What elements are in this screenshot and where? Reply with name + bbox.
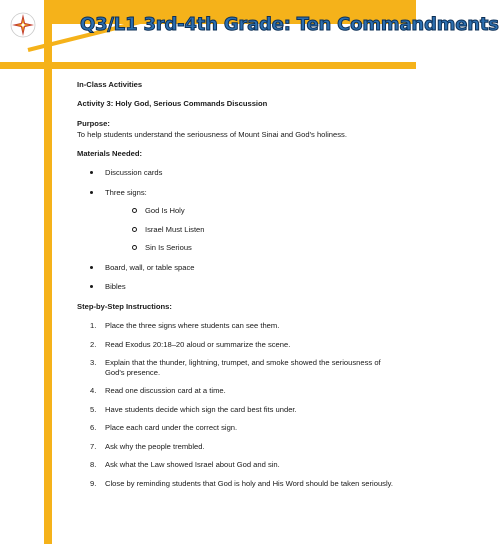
purpose-text: To help students understand the seriousness of Mount Sinai and God's holiness. [77,130,347,140]
activity-heading: Activity 3: Holy God, Serious Commands Discussion [77,99,268,109]
step-number: 3. [90,358,97,368]
cross-vertical-bar [44,0,52,544]
list-item [77,321,397,330]
material-text: Board, wall, or table space [105,262,195,272]
list-item [77,282,397,291]
step-text: Read Exodus 20:18–20 aloud or summarize the scene. [105,339,291,349]
sign-text: Israel Must Listen [145,224,205,234]
step-text: Place each card under the correct sign. [105,423,238,433]
step-number: 9. [90,478,97,488]
step-text: Place the three signs where students can see them. [105,321,280,331]
list-item [77,188,397,253]
list-item [77,479,397,488]
step-number: 2. [90,339,97,349]
page-title: Q3/L1 3rd-4th Grade: Ten Commandments [80,14,499,35]
list-item [77,358,397,377]
material-text: Three signs: [105,187,147,197]
list-item [77,386,397,395]
step-text: Ask what the Law showed Israel about God and sin. [105,460,280,470]
list-item [77,340,397,349]
sign-text: God Is Holy [145,206,185,216]
purpose-label: Purpose: [77,118,110,128]
list-item [77,263,397,272]
list-item [77,423,397,432]
step-text: Have students decide which sign the card best fits under. [105,404,297,414]
section-heading: In-Class Activities [77,80,143,89]
list-item [105,225,397,234]
step-text: Close by reminding students that God is holy and His Word should be taken seriously. [105,478,394,488]
list-item [105,206,397,215]
step-number: 5. [90,404,97,414]
signs-list [105,206,397,252]
list-item [77,442,397,451]
materials-list [77,168,397,291]
step-number: 1. [90,321,97,331]
material-text: Discussion cards [105,168,163,178]
step-text: Explain that the thunder, lightning, trumpet, and smoke showed the seriousness of God's presence. [105,358,381,377]
list-item [105,243,397,252]
step-number: 6. [90,423,97,433]
step-text: Ask why the people trembled. [105,441,205,451]
list-item [77,168,397,177]
worksheet-content [77,80,397,497]
step-number: 8. [90,460,97,470]
step-number: 7. [90,441,97,451]
steps-label: Step-by-Step Instructions: [77,301,172,311]
cross-circle-logo-icon [10,12,36,38]
list-item [77,405,397,414]
cross-horizontal-bar [0,62,416,69]
step-text: Read one discussion card at a time. [105,386,226,396]
steps-list [77,321,397,488]
sign-text: Sin Is Serious [145,243,192,253]
material-text: Bibles [105,282,126,292]
list-item [77,460,397,469]
step-number: 4. [90,386,97,396]
materials-label: Materials Needed: [77,148,142,158]
